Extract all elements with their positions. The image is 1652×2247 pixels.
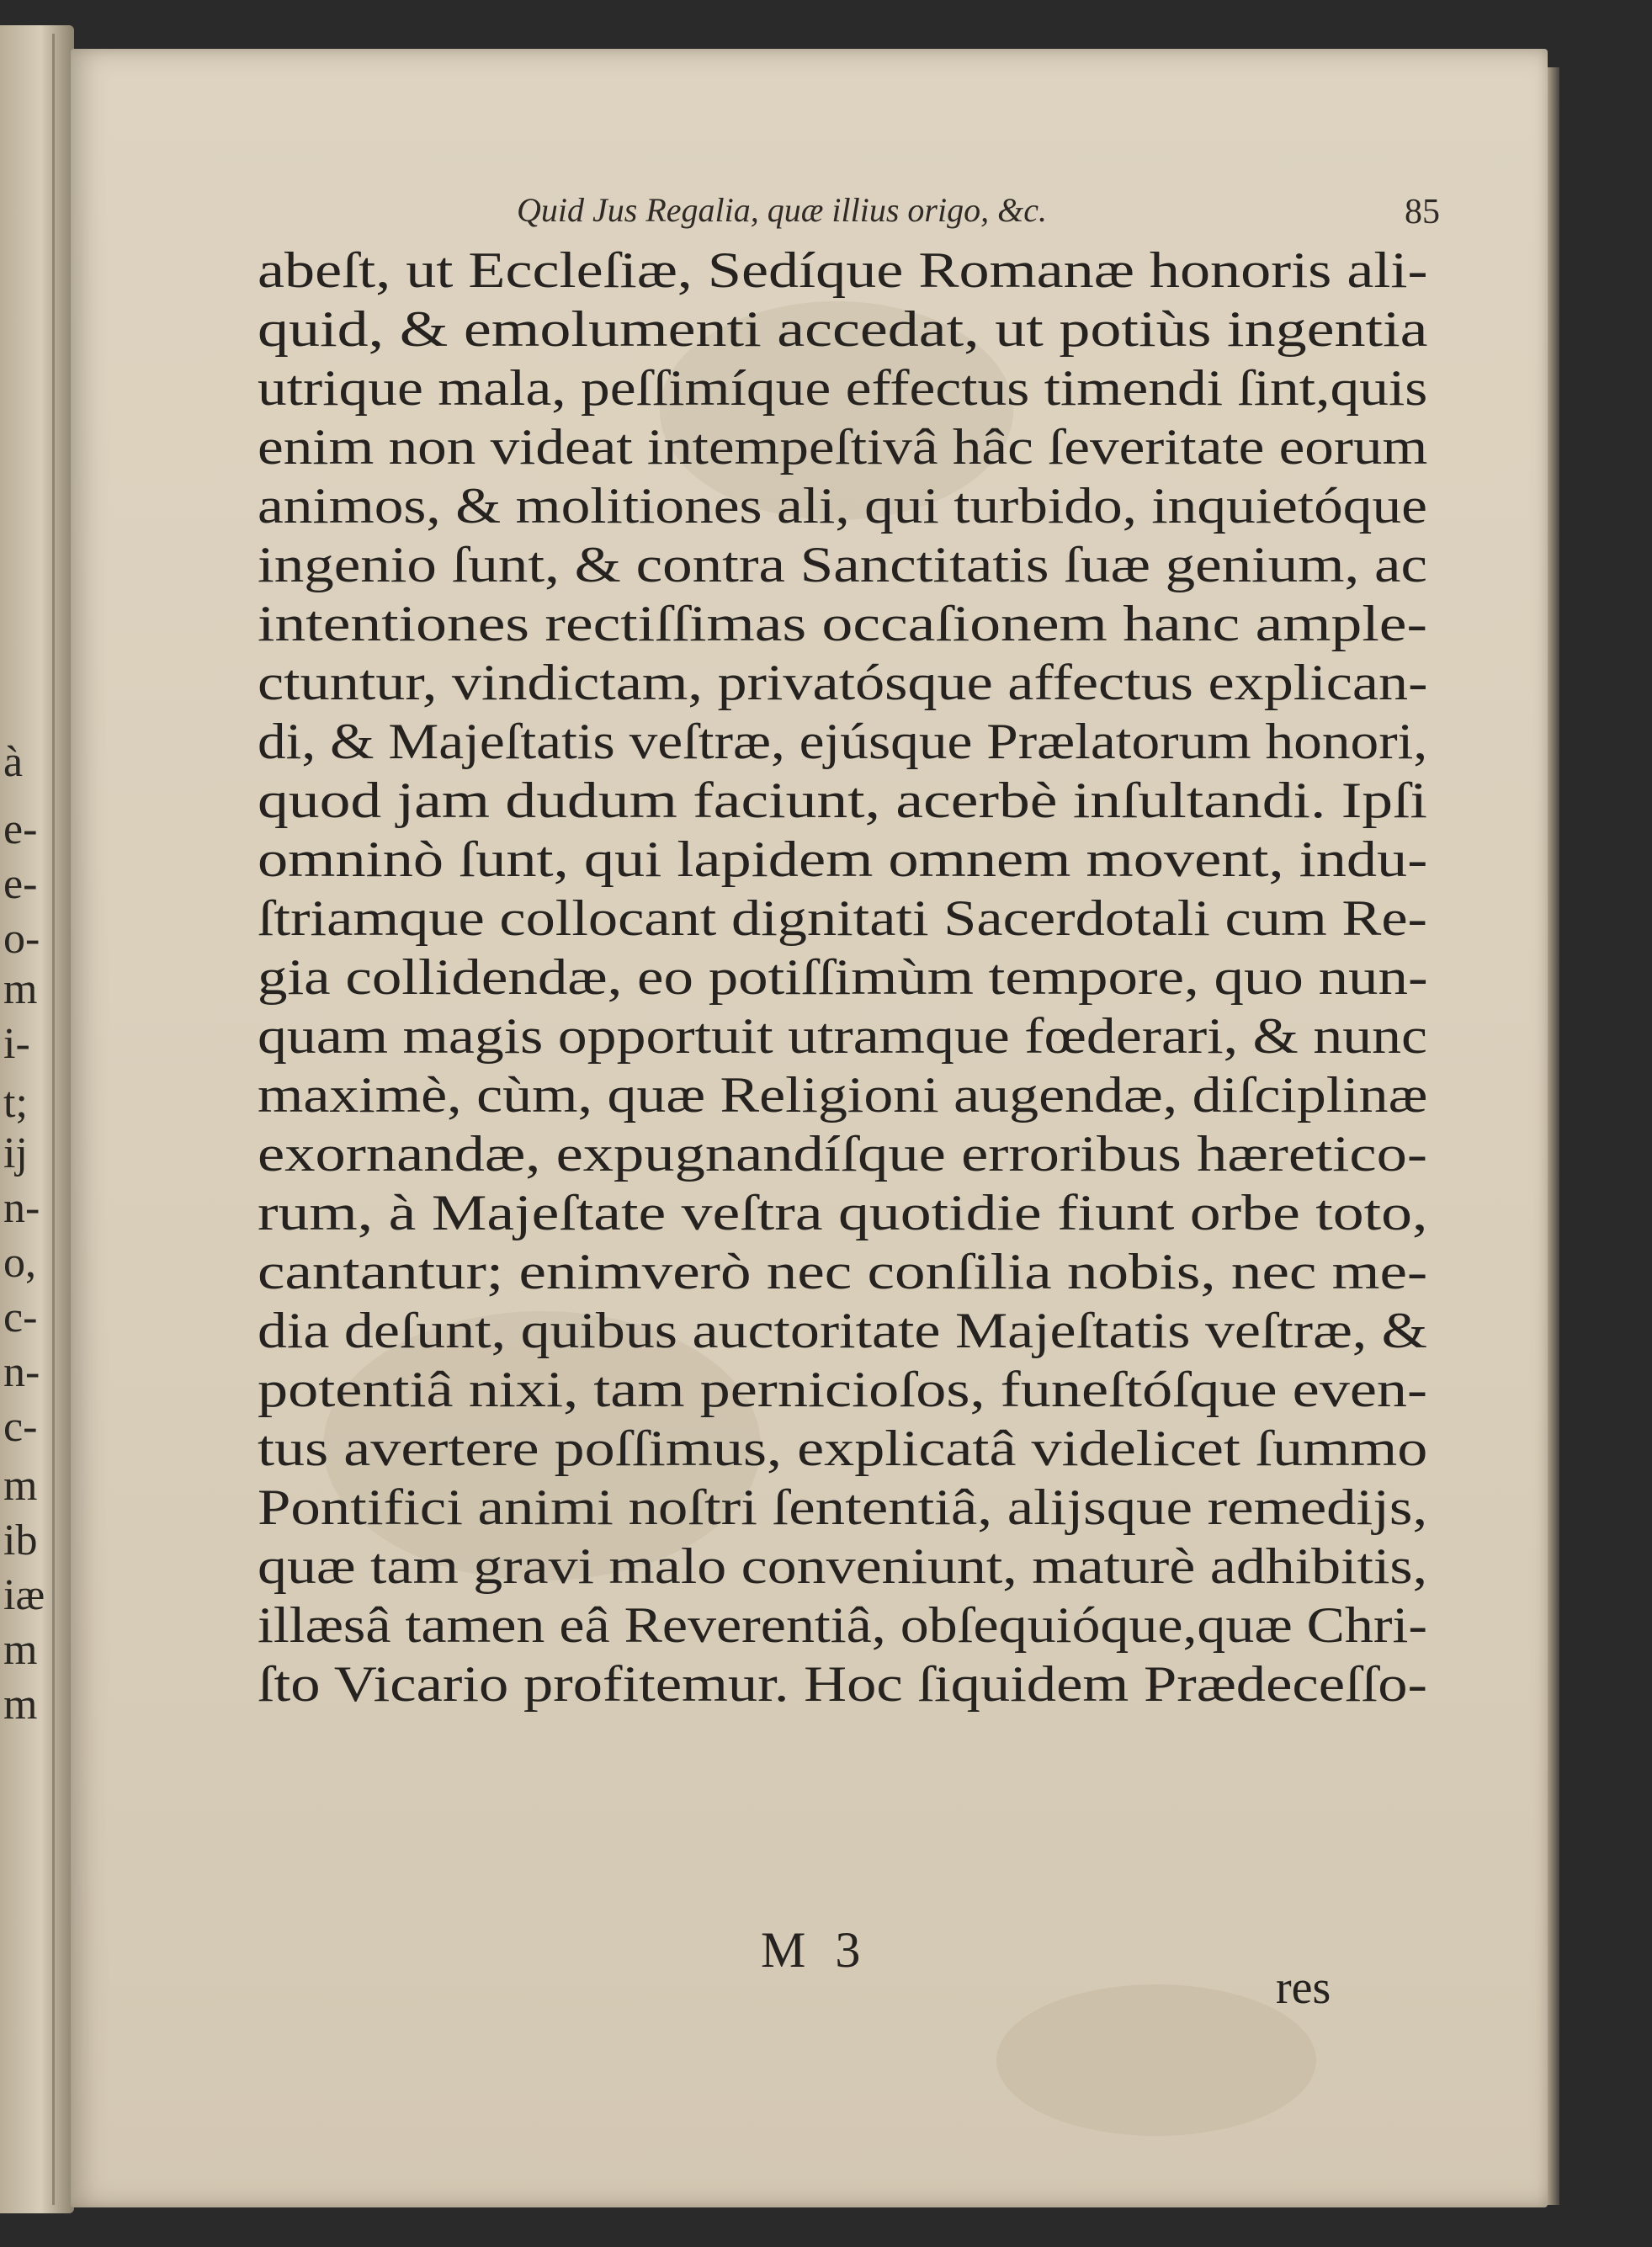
facing-fragment: i- <box>3 1020 30 1068</box>
facing-fragment: iæ <box>3 1571 45 1619</box>
page-number: 85 <box>1405 193 1440 231</box>
text-line: ſtriamque collocant dignitati Sacerdotali cum Re- <box>258 890 1428 946</box>
facing-fragment: n- <box>3 1348 40 1396</box>
text-line: quod jam dudum faciunt, acerbè inſultandi. Ipſi <box>258 773 1428 828</box>
facing-fragment: o- <box>3 915 40 963</box>
text-line: potentiâ nixi, tam pernicioſos, funeſtóſque even- <box>258 1362 1428 1417</box>
signature-mark: M 3 <box>761 1922 869 1978</box>
text-line: animos, & molitiones ali, qui turbido, inquietóque <box>258 478 1427 534</box>
running-head: Quid Jus Regalia, quæ illius origo, &c. <box>517 191 1047 229</box>
facing-fragment: m <box>3 1462 38 1510</box>
facing-fragment: t; <box>3 1079 28 1127</box>
paper-stain <box>996 1984 1316 2136</box>
text-line: ingenio ſunt, & contra Sanctitatis ſuæ genium, ac <box>258 537 1428 592</box>
text-line: intentiones rectiſſimas occaſionem hanc ample- <box>258 596 1427 651</box>
page-outer-edge <box>1548 67 1559 2205</box>
text-line: rum, à Majeſtate veſtra quotidie fiunt orbe toto, <box>258 1185 1428 1240</box>
text-line: quid, & emolumenti accedat, ut potiùs ingentia <box>258 301 1428 357</box>
body-text <box>258 241 1427 1713</box>
text-line: enim non videat intempeſtivâ hâc ſeveritate eorum <box>258 419 1428 475</box>
facing-fragment: e- <box>3 805 38 853</box>
text-line: abeſt, ut Eccleſiæ, Sedíque Romanæ honoris ali- <box>258 242 1428 298</box>
text-line: illæsâ tamen eâ Reverentiâ, obſequióque,quæ Chri- <box>258 1597 1427 1653</box>
facing-fragment: m <box>3 965 38 1013</box>
facing-fragment: ij <box>3 1129 28 1177</box>
facing-fragment: o, <box>3 1239 36 1287</box>
catchword: res <box>1276 1962 1331 2014</box>
facing-fragment: m <box>3 1681 38 1729</box>
facing-fragment: à <box>3 738 24 786</box>
text-line: cantantur; enimverò nec conſilia nobis, nec me- <box>258 1244 1428 1299</box>
facing-fragment: c- <box>3 1403 38 1451</box>
facing-page-text-fragments <box>0 0 67 2247</box>
text-line: maximè, cùm, quæ Religioni augendæ, diſciplinæ <box>258 1067 1428 1123</box>
facing-fragment: n- <box>3 1184 40 1232</box>
text-line: gia collidendæ, eo potiſſimùm tempore, quo nun- <box>258 949 1428 1005</box>
text-line: tus avertere poſſimus, explicatâ videlicet ſummo <box>258 1421 1428 1476</box>
text-line: exornandæ, expugnandíſque erroribus hæretico- <box>258 1126 1428 1182</box>
facing-fragment: m <box>3 1626 38 1674</box>
text-line: quam magis opportuit utramque fœderari, & nunc <box>258 1008 1428 1064</box>
facing-fragment: e- <box>3 860 38 908</box>
text-line: di, & Majeſtatis veſtræ, ejúsque Prælatorum honori, <box>258 714 1428 769</box>
text-line: dia deſunt, quibus auctoritate Majeſtatis veſtræ, & <box>258 1303 1428 1358</box>
text-line: ſto Vicario profitemur. Hoc ſiquidem Prædeceſſo- <box>258 1656 1428 1712</box>
text-line: omninò ſunt, qui lapidem omnem movent, indu- <box>258 831 1428 887</box>
text-line: quæ tam gravi malo conveniunt, maturè adhibitis, <box>258 1538 1428 1594</box>
text-line: ctuntur, vindictam, privatósque affectus explican- <box>258 655 1428 710</box>
facing-fragment: ib <box>3 1517 38 1564</box>
text-line: utrique mala, peſſimíque effectus timendi ſint,quis <box>258 360 1428 416</box>
book-page <box>71 49 1548 2207</box>
facing-fragment: c- <box>3 1293 38 1341</box>
text-line: Pontifici animi noſtri ſententiâ, alijsque remedijs, <box>258 1479 1428 1535</box>
